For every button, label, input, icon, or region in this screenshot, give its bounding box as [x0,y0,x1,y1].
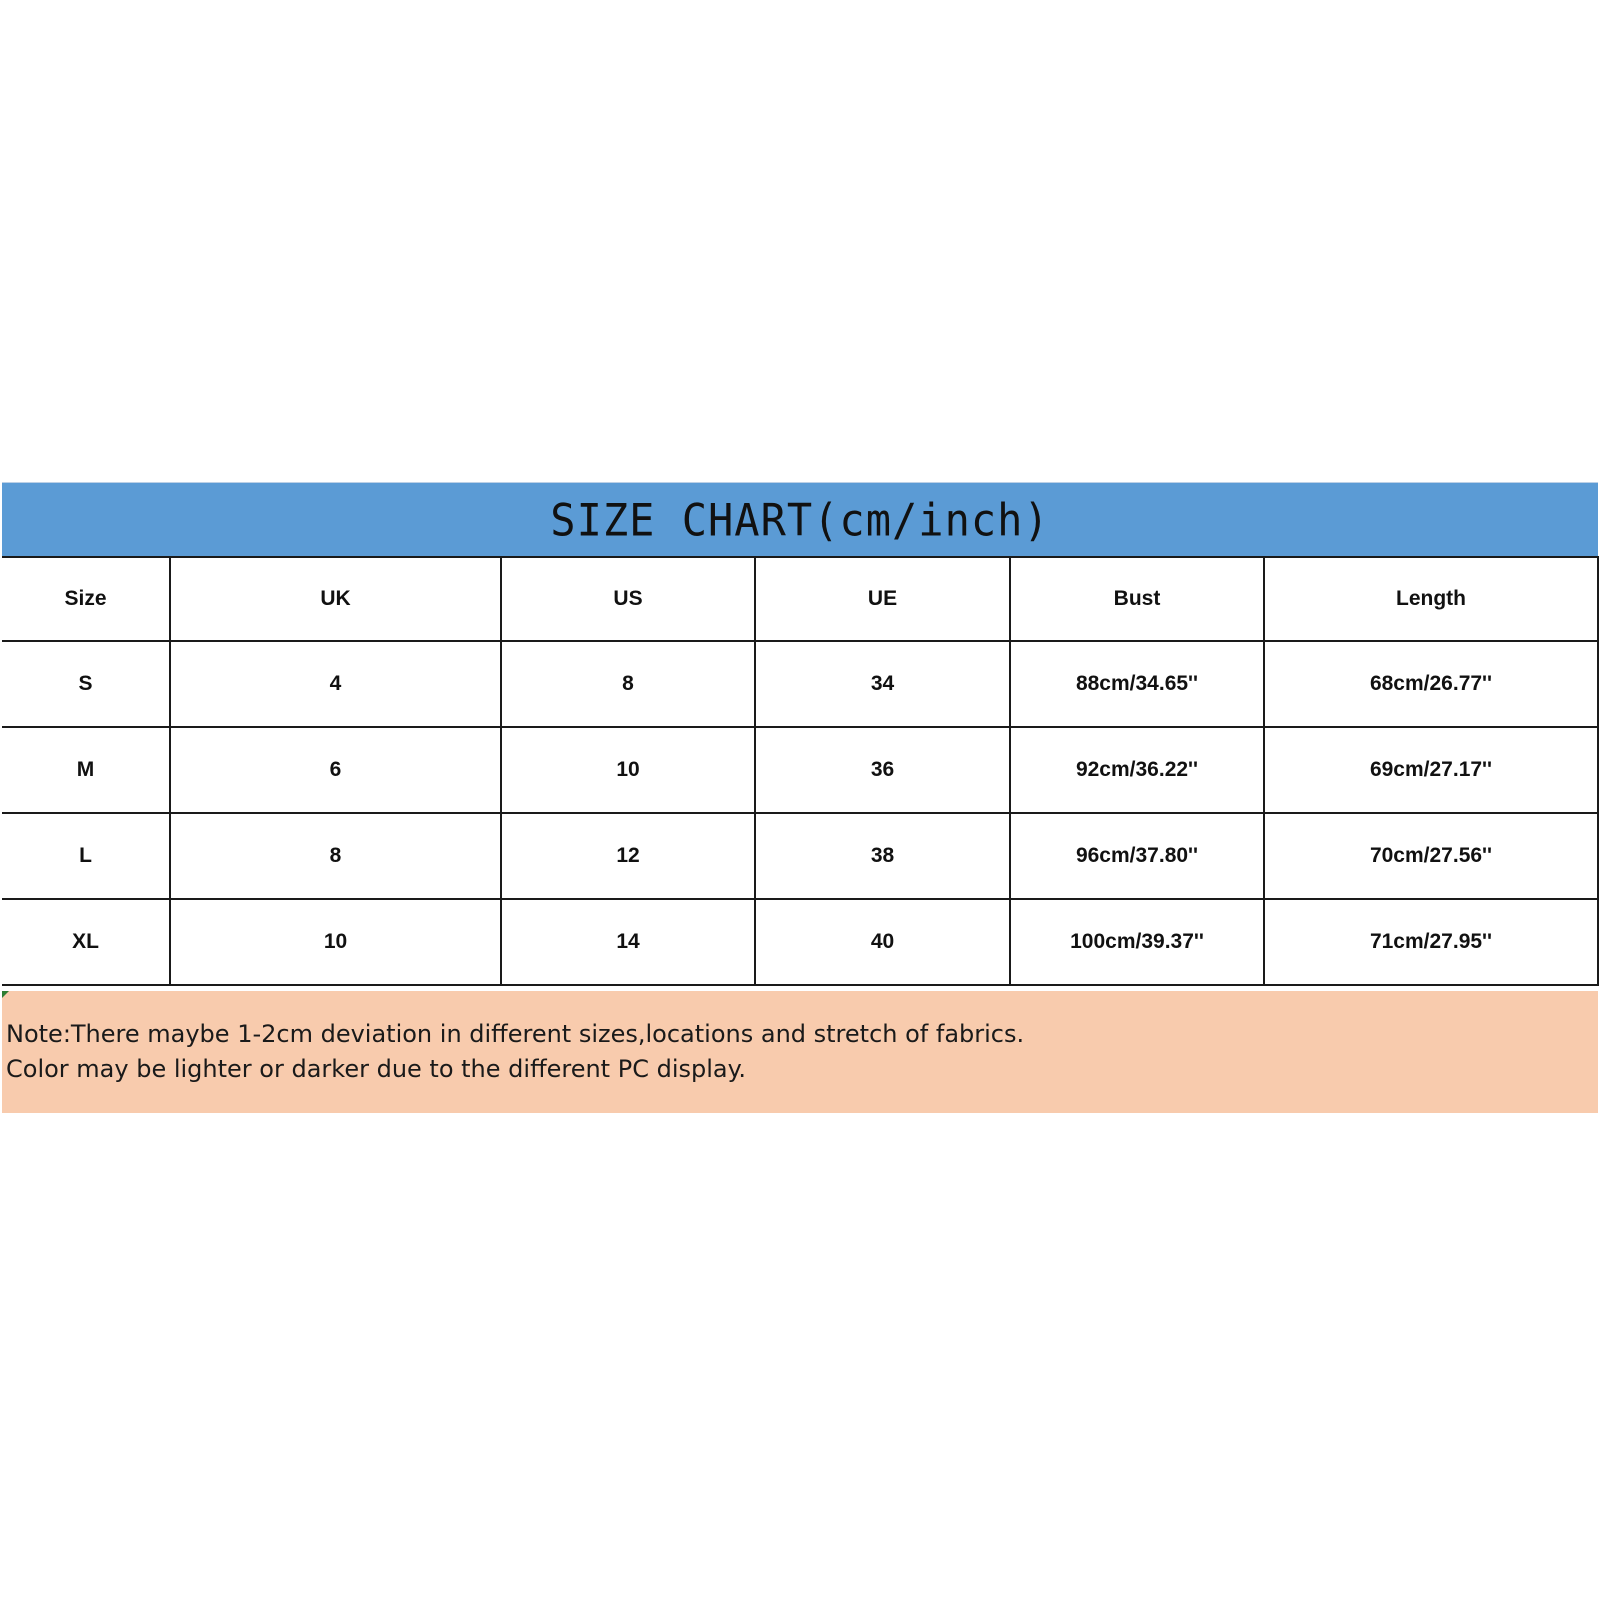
header-ue: UE [755,557,1010,641]
cell-bust: 88cm/34.65'' [1010,641,1264,727]
header-length: Length [1264,557,1598,641]
table-row [2,899,1598,985]
note-line-2: Color may be lighter or darker due to the different PC display. [6,1055,747,1083]
cell-length: 71cm/27.95'' [1264,899,1598,985]
header-us: US [501,557,755,641]
cell-ue: 36 [755,727,1010,813]
cell-length: 68cm/26.77'' [1264,641,1598,727]
cell-ue: 34 [755,641,1010,727]
cell-uk: 4 [170,641,501,727]
cell-size: L [2,813,170,899]
size-table [2,556,1599,986]
cell-bust: 100cm/39.37'' [1010,899,1264,985]
table-row [2,813,1598,899]
cell-us: 10 [501,727,755,813]
cell-size: M [2,727,170,813]
header-bust: Bust [1010,557,1264,641]
cell-length: 69cm/27.17'' [1264,727,1598,813]
cell-uk: 10 [170,899,501,985]
cell-us: 12 [501,813,755,899]
header-row [2,557,1598,641]
cell-us: 8 [501,641,755,727]
cell-uk: 8 [170,813,501,899]
chart-title: SIZE CHART(cm/inch) [550,494,1050,546]
header-uk: UK [170,557,501,641]
note-line-1: Note:There maybe 1-2cm deviation in different sizes,locations and stretch of fabrics. [6,1020,1025,1048]
cell-bust: 96cm/37.80'' [1010,813,1264,899]
table-row [2,641,1598,727]
cell-length: 70cm/27.56'' [1264,813,1598,899]
cell-ue: 38 [755,813,1010,899]
title-bar [2,482,1598,557]
cell-bust: 92cm/36.22'' [1010,727,1264,813]
cell-ue: 40 [755,899,1010,985]
cell-size: XL [2,899,170,985]
cell-corner-marker [2,991,9,998]
cell-us: 14 [501,899,755,985]
header-size: Size [2,557,170,641]
note-box [2,991,1598,1113]
table-row [2,727,1598,813]
cell-size: S [2,641,170,727]
cell-uk: 6 [170,727,501,813]
